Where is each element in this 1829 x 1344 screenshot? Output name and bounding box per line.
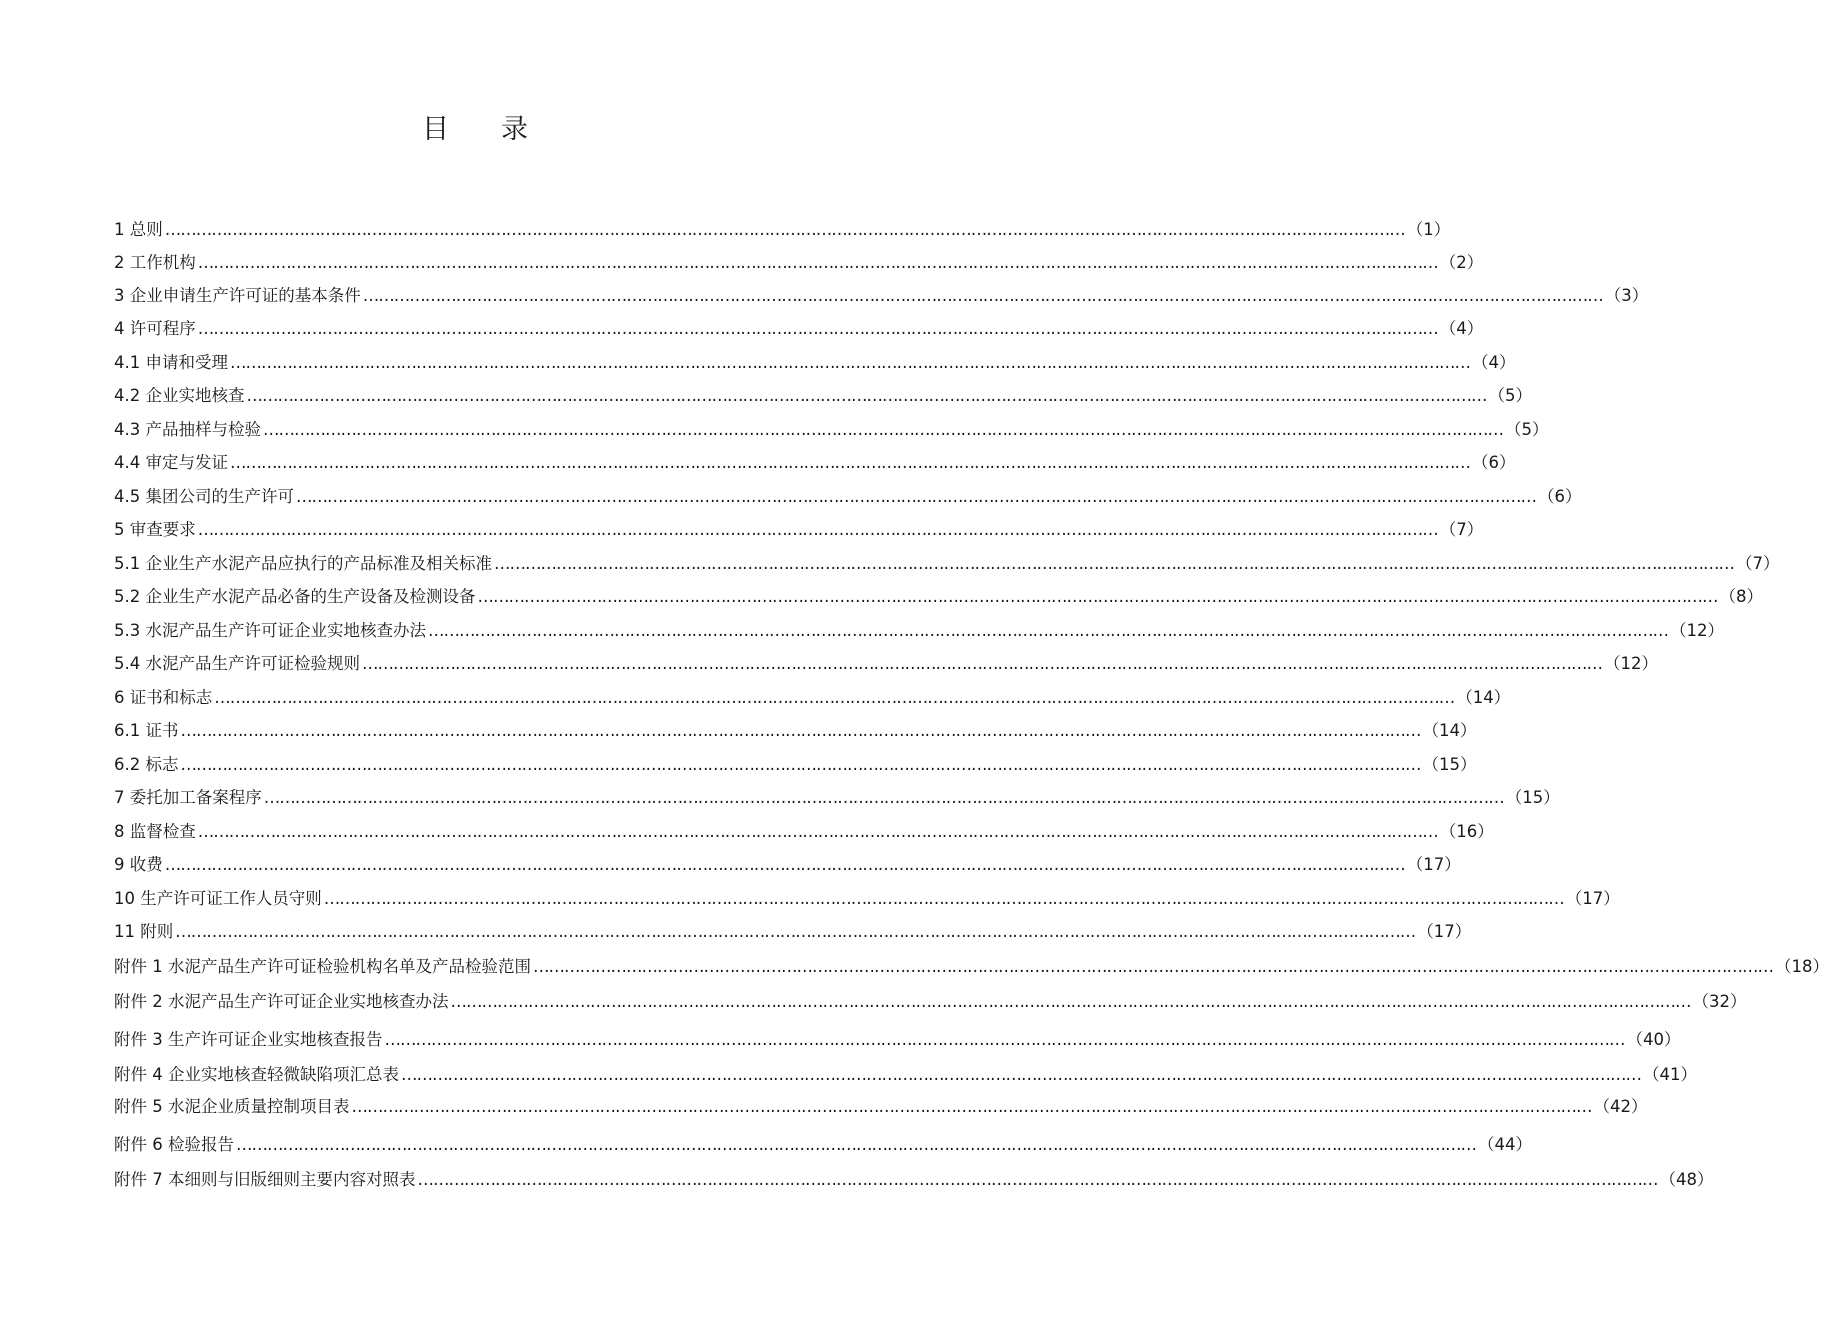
toc-entry-page: （16） <box>1439 822 1494 841</box>
toc-dot-leader: …………………………………………………………………………………………………………………………………………………………………………………………………………………… <box>180 721 1421 740</box>
toc-dot-leader: …………………………………………………………………………………………………………………………………………………………………………………………………………………… <box>246 386 1487 405</box>
toc-entry <box>114 990 1747 1014</box>
toc-entry <box>114 719 1477 743</box>
toc-entry-page: （41） <box>1643 1065 1697 1084</box>
toc-dot-leader: …………………………………………………………………………………………………………………………………………………………………………………………………………………… <box>236 1135 1476 1154</box>
toc-entry <box>114 853 1461 877</box>
toc-entry-page: （42） <box>1593 1097 1648 1116</box>
toc-entry-page: （32） <box>1692 992 1747 1011</box>
toc-entry-page: （2） <box>1439 253 1484 272</box>
toc-entry-label: 5.4 水泥产品生产许可证检验规则 <box>114 654 360 673</box>
toc-entry-page: （44） <box>1478 1135 1532 1154</box>
toc-entry <box>114 619 1724 643</box>
toc-entry <box>114 351 1516 375</box>
toc-entry-label: 4.5 集团公司的生产许可 <box>114 487 294 506</box>
toc-entry <box>114 384 1532 408</box>
toc-entry <box>114 251 1484 275</box>
toc-dot-leader: …………………………………………………………………………………………………………………………………………………………………………………………………………………… <box>197 822 1438 841</box>
toc-entry-label: 9 收费 <box>114 855 163 874</box>
toc-entry-label: 5.3 水泥产品生产许可证企业实地核查办法 <box>114 621 426 640</box>
toc-dot-leader: …………………………………………………………………………………………………………………………………………………………………………………………………………………… <box>323 889 1564 908</box>
toc-entry <box>114 955 1829 979</box>
toc-dot-leader: …………………………………………………………………………………………………………………………………………………………………………………………………………………… <box>477 587 1718 606</box>
toc-entry-label: 4.4 审定与发证 <box>114 453 228 472</box>
toc-dot-leader: …………………………………………………………………………………………………………………………………………………………………………………………………………………… <box>296 487 1536 506</box>
toc-entry <box>114 887 1620 911</box>
toc-entry-label: 4 许可程序 <box>114 319 196 338</box>
toc-dot-leader: …………………………………………………………………………………………………………………………………………………………………………………………………………………… <box>417 1170 1658 1189</box>
toc-entry-label: 6.2 标志 <box>114 755 179 774</box>
toc-entry-label: 11 附则 <box>114 922 174 941</box>
toc-entry <box>114 284 1649 308</box>
toc-entry-page: （15） <box>1422 755 1477 774</box>
toc-dot-leader: …………………………………………………………………………………………………………………………………………………………………………………………………………………… <box>362 654 1602 673</box>
toc-dot-leader: …………………………………………………………………………………………………………………………………………………………………………………………………………………… <box>533 957 1773 976</box>
toc-dot-leader: …………………………………………………………………………………………………………………………………………………………………………………………………………………… <box>428 621 1668 640</box>
toc-entry-label: 10 生产许可证工作人员守则 <box>114 889 322 908</box>
toc-dot-leader: …………………………………………………………………………………………………………………………………………………………………………………………………………………… <box>164 855 1405 874</box>
toc-entry-label: 附件 2 水泥产品生产许可证企业实地核查办法 <box>114 992 449 1011</box>
toc-entry-label: 4.1 申请和受理 <box>114 353 228 372</box>
toc-entry <box>114 585 1763 609</box>
toc-entry-label: 7 委托加工备案程序 <box>114 788 262 807</box>
toc-entry <box>114 820 1494 844</box>
toc-dot-leader: …………………………………………………………………………………………………………………………………………………………………………………………………………………… <box>362 286 1603 305</box>
toc-entry <box>114 1095 1648 1119</box>
toc-entry-label: 附件 1 水泥产品生产许可证检验机构名单及产品检验范围 <box>114 957 531 976</box>
toc-entry-page: （18） <box>1775 957 1829 976</box>
toc-entry <box>114 1168 1714 1192</box>
toc-entry <box>114 1028 1681 1052</box>
toc-entry <box>114 1063 1697 1087</box>
toc-entry-page: （8） <box>1719 587 1763 606</box>
toc-entry-label: 5.1 企业生产水泥产品应执行的产品标准及相关标准 <box>114 554 492 573</box>
toc-entry-label: 附件 3 生产许可证企业实地核查报告 <box>114 1030 383 1049</box>
toc-entry-page: （7） <box>1439 520 1484 539</box>
toc-entry <box>114 652 1658 676</box>
toc-entry-page: （5） <box>1488 386 1532 405</box>
toc-entry-label: 8 监督检查 <box>114 822 196 841</box>
toc-dot-leader: …………………………………………………………………………………………………………………………………………………………………………………………………………………… <box>450 992 1691 1011</box>
toc-entry-label: 2 工作机构 <box>114 253 196 272</box>
toc-dot-leader: …………………………………………………………………………………………………………………………………………………………………………………………………………………… <box>384 1030 1625 1049</box>
toc-entry-page: （4） <box>1472 353 1516 372</box>
toc-entry-page: （5） <box>1505 420 1549 439</box>
toc-dot-leader: …………………………………………………………………………………………………………………………………………………………………………………………………………………… <box>180 755 1421 774</box>
toc-entry-label: 6.1 证书 <box>114 721 179 740</box>
toc-entry <box>114 418 1549 442</box>
toc-entry-page: （7） <box>1736 554 1780 573</box>
toc-entry <box>114 451 1516 475</box>
toc-dot-leader: …………………………………………………………………………………………………………………………………………………………………………………………………………………… <box>197 520 1438 539</box>
toc-entry-page: （15） <box>1505 788 1560 807</box>
toc-entry <box>114 920 1472 944</box>
toc-entry-page: （4） <box>1439 319 1484 338</box>
toc-entry-label: 5 审查要求 <box>114 520 196 539</box>
toc-entry <box>114 218 1451 242</box>
toc-dot-leader: …………………………………………………………………………………………………………………………………………………………………………………………………………………… <box>175 922 1416 941</box>
toc-entry-page: （12） <box>1670 621 1724 640</box>
toc-entry-page: （1） <box>1406 220 1451 239</box>
toc-dot-leader: …………………………………………………………………………………………………………………………………………………………………………………………………………………… <box>263 420 1503 439</box>
toc-entry-page: （12） <box>1604 654 1658 673</box>
toc-dot-leader: …………………………………………………………………………………………………………………………………………………………………………………………………………………… <box>230 453 1470 472</box>
toc-entry-page: （17） <box>1565 889 1620 908</box>
toc-entry <box>114 518 1484 542</box>
toc-entry-label: 5.2 企业生产水泥产品必备的生产设备及检测设备 <box>114 587 476 606</box>
toc-dot-leader: …………………………………………………………………………………………………………………………………………………………………………………………………………………… <box>263 788 1504 807</box>
toc-entry-label: 附件 4 企业实地核查轻微缺陷项汇总表 <box>114 1065 399 1084</box>
toc-entry-page: （3） <box>1604 286 1649 305</box>
toc-entry-label: 1 总则 <box>114 220 163 239</box>
toc-entry-page: （48） <box>1659 1170 1714 1189</box>
toc-entry-label: 4.3 产品抽样与检验 <box>114 420 261 439</box>
title-char-left: 目 <box>422 114 449 145</box>
toc-dot-leader: …………………………………………………………………………………………………………………………………………………………………………………………………………………… <box>164 220 1405 239</box>
toc-dot-leader: …………………………………………………………………………………………………………………………………………………………………………………………………………………… <box>197 253 1438 272</box>
toc-entry <box>114 552 1780 576</box>
toc-dot-leader: …………………………………………………………………………………………………………………………………………………………………………………………………………………… <box>230 353 1470 372</box>
toc-entry <box>114 1133 1532 1157</box>
toc-entry <box>114 485 1582 509</box>
title-char-right: 录 <box>501 114 528 145</box>
toc-entry-page: （17） <box>1417 922 1472 941</box>
toc-entry-label: 附件 6 检验报告 <box>114 1135 234 1154</box>
toc-entry-page: （14） <box>1456 688 1511 707</box>
toc-entry-page: （6） <box>1538 487 1582 506</box>
toc-entry-label: 6 证书和标志 <box>114 688 213 707</box>
toc-entry-page: （14） <box>1422 721 1477 740</box>
toc-dot-leader: …………………………………………………………………………………………………………………………………………………………………………………………………………………… <box>351 1097 1592 1116</box>
toc-dot-leader: …………………………………………………………………………………………………………………………………………………………………………………………………………………… <box>214 688 1455 707</box>
toc-entry-label: 4.2 企业实地核查 <box>114 386 245 405</box>
toc-entry-page: （6） <box>1472 453 1516 472</box>
toc-entry-page: （17） <box>1406 855 1461 874</box>
toc-entry <box>114 786 1560 810</box>
toc-entry-page: （40） <box>1626 1030 1681 1049</box>
toc-entry <box>114 317 1484 341</box>
toc-dot-leader: …………………………………………………………………………………………………………………………………………………………………………………………………………………… <box>401 1065 1641 1084</box>
page-title <box>0 112 950 148</box>
toc-entry <box>114 753 1477 777</box>
toc-entry <box>114 686 1511 710</box>
toc-dot-leader: …………………………………………………………………………………………………………………………………………………………………………………………………………………… <box>494 554 1734 573</box>
toc-entry-label: 附件 7 本细则与旧版细则主要内容对照表 <box>114 1170 416 1189</box>
toc-entry-label: 附件 5 水泥企业质量控制项目表 <box>114 1097 350 1116</box>
toc-entry-label: 3 企业申请生产许可证的基本条件 <box>114 286 361 305</box>
toc-dot-leader: …………………………………………………………………………………………………………………………………………………………………………………………………………………… <box>197 319 1438 338</box>
